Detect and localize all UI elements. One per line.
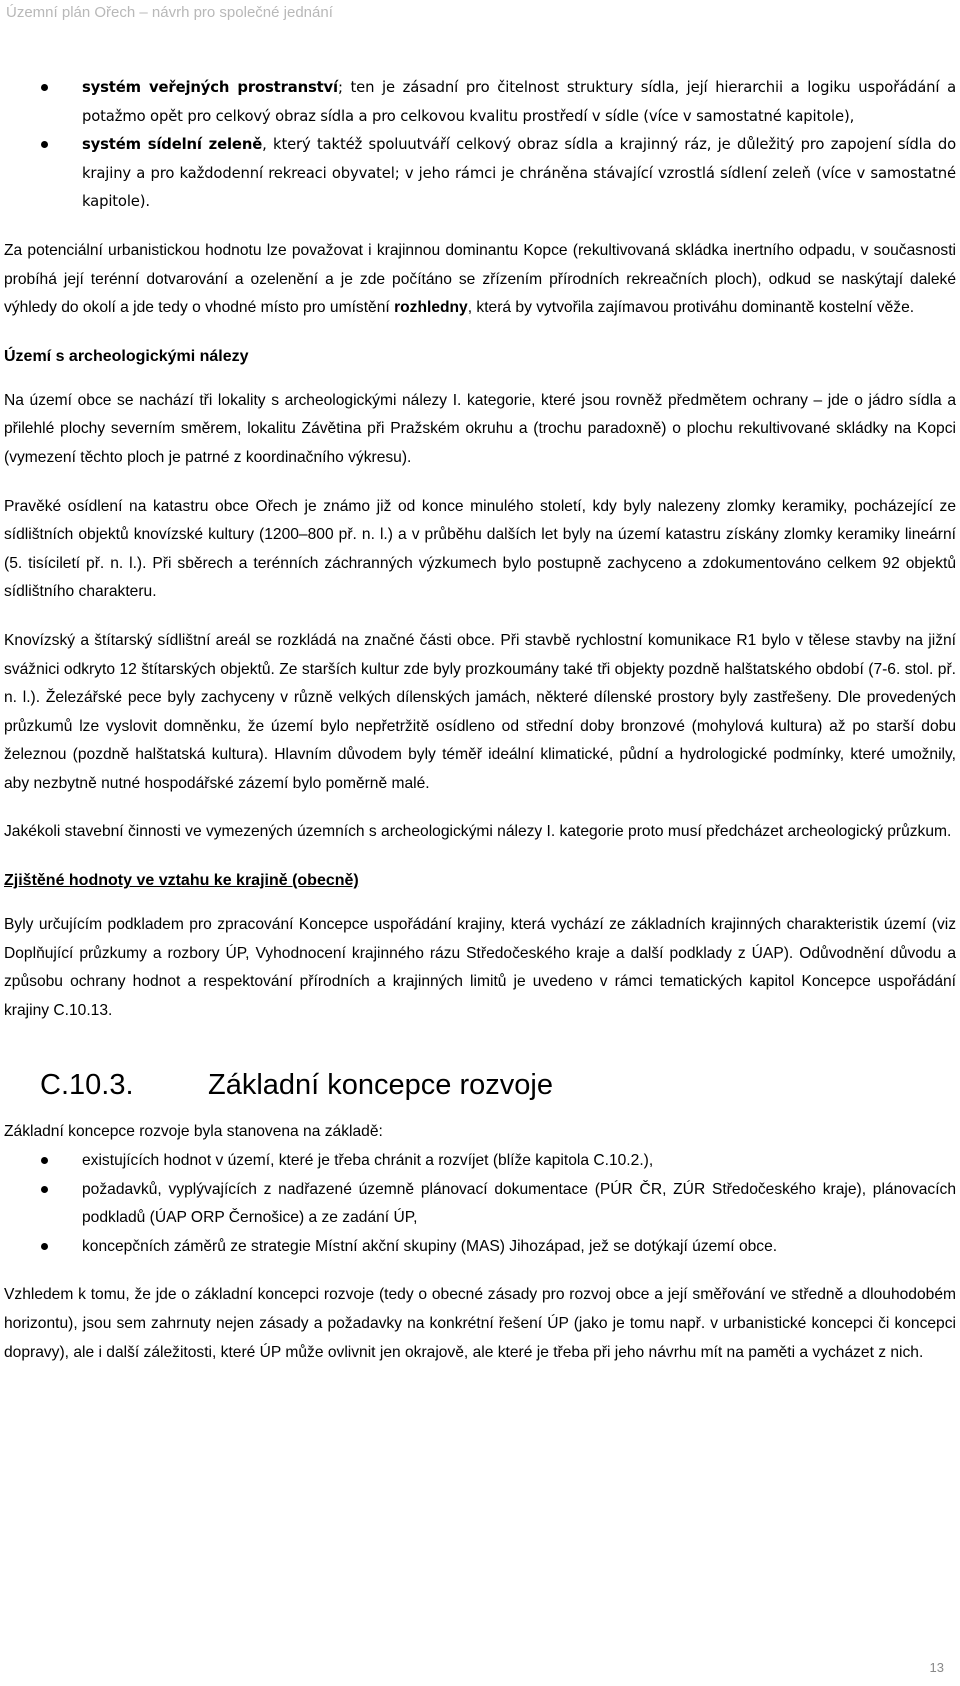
paragraph-kopec bbox=[4, 237, 956, 323]
section-number: C.10.3. bbox=[40, 1069, 134, 1102]
paragraph-archeology-2: Pravěké osídlení na katastru obce Ořech je známo již od konce minulého století, kdy byly nalezeny zlomky keramiky, pocházející ze sídlištních objektů knovízské kultury (1200–800 př. n. l.) a v průběhu dalších let byly na území katastru získány zlomky keramiky lineární (5. tisíciletí př. n. l.). Při sběrech a terénních záchranných výzkumech bylo postupně zachyceno a zdokumentováno celkem 92 objektů sídlištního charakteru. bbox=[4, 497, 956, 601]
bullet-bold-term: systém sídelní zeleně bbox=[82, 136, 263, 154]
paragraph-final: Vzhledem k tomu, že jde o základní koncepci rozvoje (tedy o obecné zásady pro rozvoj obce a její směřování ve středně a dlouhodobém horizontu), jsou sem zahrnuty nejen zásady a požadavky na konkrétní řešení ÚP (jako je tomu např. v urbanistické koncepci či koncepci dopravy), ale i další záležitosti, které ÚP může ovlivnit jen okrajově, ale které je třeba při jeho návrhu mít na paměti a vycházet z nich. bbox=[4, 1286, 956, 1361]
values-bullet-list bbox=[4, 74, 956, 217]
list-item bbox=[4, 131, 956, 217]
page-number: 13 bbox=[929, 1660, 944, 1675]
paragraph-bold-term: rozhledny bbox=[394, 299, 468, 317]
bullet-bold-term: systém veřejných prostranství bbox=[82, 79, 338, 96]
paragraph-landscape: Byly určujícím podkladem pro zpracování Koncepce uspořádání krajiny, která vychází ze základních krajinných charakteristik území (viz Doplňující průzkumy a rozbory ÚP, Vyhodnocení krajinného rázu Středočeského kraje a další podklady z ÚAP). Odůvodnění důvodu a způsobu ochrany hodnot a respektování přírodních a krajinných limitů je uvedeno v rámci tematických kapitol Koncepce uspořádání krajiny C.10.13. bbox=[4, 916, 956, 1019]
paragraph-basis: Základní koncepce rozvoje byla stanovena na základě: bbox=[4, 1123, 383, 1141]
paragraph-text: , která by vytvořila zajímavou protiváhu dominantě kostelní věže. bbox=[467, 299, 915, 317]
bullet-text: , který taktéž spoluutváří celkový obraz sídla a krajinný ráz, je důležitý pro zapojení sídla do krajiny a pro každodenní rekreaci obyvatel; v jeho rámci je chráněna stávající vzrostlá sídlení zeleň (více v samostatné kapitole). bbox=[82, 136, 957, 211]
document-body bbox=[4, 74, 956, 1367]
paragraph-archeology-3: Knovízský a štítarský sídlištní areál se rozkládá na značné části obce. Při stavbě rychlostní komunikace R1 bylo v tělese stavby na jižní svážnici odkryto 12 štítarských objektů. Ze starších kultur zde byly prozkoumány také tři objekty pozdně halštatského období (7-6. stol. př. n. l.). Železářské pece byly zachyceny v různě velkých dílenských jamách, některé dílenské prostory byly zastřešeny. Dle provedených průzkumů lze vyslovit domněnku, že území bylo nepřetržitě osídleno od střední doby bronzové (mohylová kultura) až po starší dobu železnou (pozdně halštatská kultura). Hlavním důvodem byly téměř ideální klimatické, půdní a hydrologické podmínky, které umožnily, aby nezbytně nutné hospodářské zázemí bylo poměrně malé. bbox=[4, 631, 956, 792]
section-heading bbox=[4, 1069, 956, 1102]
paragraph-text: Za potenciální urbanistickou hodnotu lze považovat i krajinnou dominantu Kopce (rekultivovaná skládka inertního odpadu, v současnosti probíhá její terénní dotvarování a ozelenění a je zde počítáno se zřízením přírodních rekreačních ploch), odkud se naskýtají daleké výhledy do okolí a jde tedy o vhodné místo pro umístění bbox=[4, 241, 956, 317]
list-item: koncepčních záměrů ze strategie Místní akční skupiny (MAS) Jihozápad, jež se dotýkají území obce. bbox=[4, 1233, 956, 1262]
bullet-text: ; ten je zásadní pro čitelnost struktury sídla, její hierarchii a logiku uspořádání a potažmo opět pro celkový obraz sídla a pro celkovou kvalitu prostředí v sídle (více v samostatné kapitole), bbox=[82, 79, 956, 125]
heading-landscape: Zjištěné hodnoty ve vztahu ke krajině (obecně) bbox=[4, 872, 359, 890]
basis-bullet-list bbox=[4, 1147, 956, 1261]
heading-archeology: Území s archeologickými nálezy bbox=[4, 347, 249, 365]
paragraph-archeology-4: Jakékoli stavební činnosti ve vymezených územních s archeologickými nálezy I. kategorie proto musí předcházet archeologický průzkum. bbox=[4, 823, 952, 841]
page-header: Územní plán Ořech – návrh pro společné jednání bbox=[6, 4, 333, 21]
list-item bbox=[4, 74, 956, 131]
list-item: existujících hodnot v území, které je třeba chránit a rozvíjet (blíže kapitola C.10.2.), bbox=[4, 1147, 956, 1176]
section-title: Základní koncepce rozvoje bbox=[208, 1069, 553, 1102]
list-item: požadavků, vyplývajících z nadřazené územně plánovací dokumentace (PÚR ČR, ZÚR Středočeského kraje), plánovacích podkladů (ÚAP ORP Černošice) a ze zadání ÚP, bbox=[4, 1176, 956, 1233]
paragraph-archeology-1: Na území obce se nachází tři lokality s archeologickými nálezy I. kategorie, které jsou rovněž předmětem ochrany – jde o jádro sídla a přilehlé plochy severním směrem, lokalitu Závětina při Pražském okruhu a (trochu paradoxně) o plochu rekultivované skládky na Kopci (vymezení těchto ploch je patrné z koordinačního výkresu). bbox=[4, 391, 956, 466]
